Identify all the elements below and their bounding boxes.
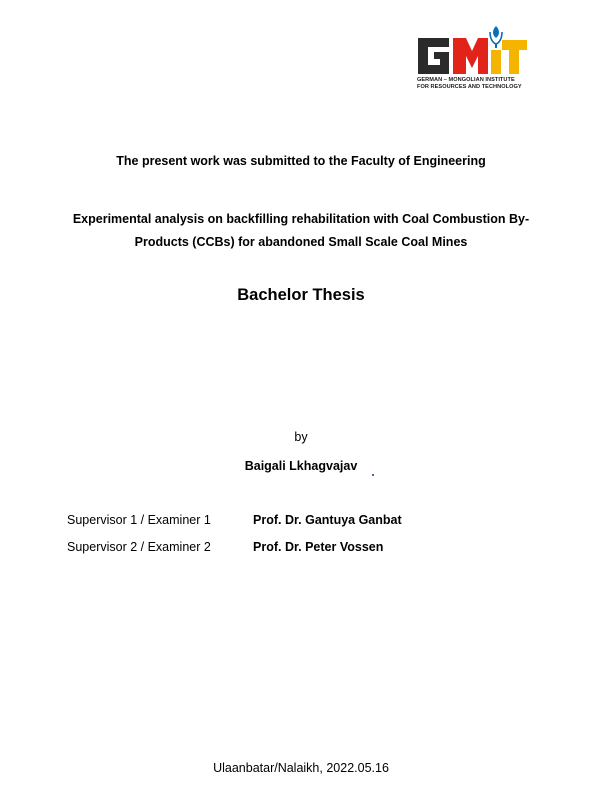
logo-subtitle-line2: FOR RESOURCES AND TECHNOLOGY [417, 84, 522, 90]
stray-dot [372, 474, 374, 476]
submission-statement: The present work was submitted to the Faculty of Engineering [116, 154, 486, 168]
logo-letter-i [491, 50, 501, 74]
author-name: Baigali Lkhagvajav [244, 459, 358, 473]
supervisor-1-name: Prof. Dr. Gantuya Ganbat [253, 513, 402, 527]
logo-letter-m [453, 38, 488, 74]
logo-subtitle [417, 77, 522, 91]
logo-letter-g [418, 38, 449, 74]
gmit-logo-mark [416, 24, 528, 76]
torch-icon [490, 26, 502, 48]
supervisor-2-role: Supervisor 2 / Examiner 2 [67, 540, 211, 554]
supervisor-1-role: Supervisor 1 / Examiner 1 [67, 513, 211, 527]
supervisor-2-name: Prof. Dr. Peter Vossen [253, 540, 384, 554]
thesis-type-heading: Bachelor Thesis [237, 286, 365, 304]
logo-letter-t [502, 40, 527, 74]
gmit-logo [416, 24, 528, 96]
logo-subtitle-line1: GERMAN – MONGOLIAN INSTITUTE [417, 77, 515, 83]
thesis-title: Experimental analysis on backfilling rehabilitation with Coal Combustion By-Products (CCBs) for abandoned Small Scale Coal Mines [72, 212, 530, 249]
place-and-date: Ulaanbatar/Nalaikh, 2022.05.16 [213, 761, 389, 775]
by-label: by [294, 430, 308, 444]
